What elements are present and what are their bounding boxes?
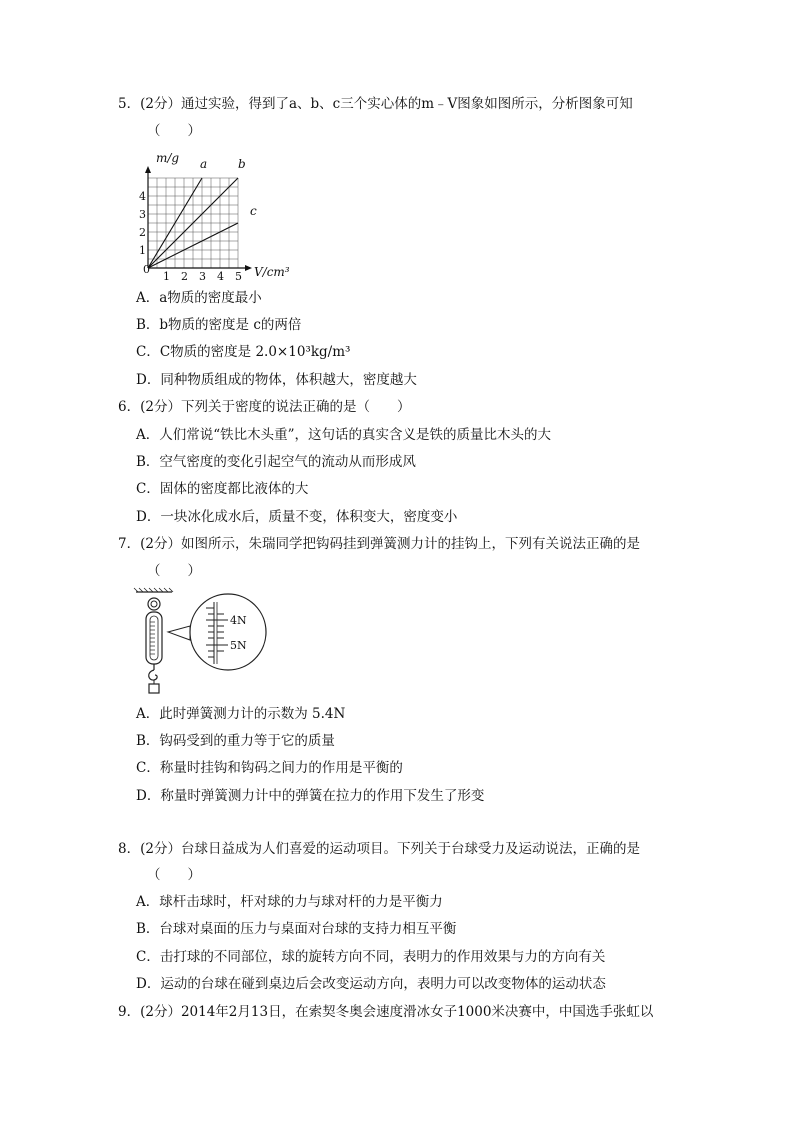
q6-stem: 6．(2分）下列关于密度的说法正确的是（ ） — [118, 399, 411, 415]
line-label-b: b — [238, 157, 246, 171]
q7-option-c: C．称量时挂钩和钩码之间力的作用是平衡的 — [136, 760, 403, 776]
q8-option-b: B．台球对桌面的压力与桌面对台球的支持力相互平衡 — [136, 921, 457, 937]
q5-paren: （ ） — [147, 123, 201, 139]
q5-option-d: D．同种物质组成的物体，体积越大，密度越大 — [136, 372, 417, 388]
line-label-c: c — [250, 204, 257, 218]
hook — [149, 670, 157, 680]
q6-option-d: D．一块冰化成水后，质量不变，体积变大，密度变小 — [136, 509, 458, 525]
hook-weight — [149, 684, 159, 693]
q7-option-b: B．钩码受到的重力等于它的质量 — [136, 733, 335, 749]
q8-option-a: A．球杆击球时，杆对球的力与球对杆的力是平衡力 — [136, 894, 443, 910]
q5-option-c: C．C物质的密度是 2.0×10³kg/m³ — [136, 344, 351, 360]
top-ring-inner — [151, 601, 157, 607]
q5-option-b: B．b物质的密度是 c的两倍 — [136, 317, 302, 333]
q8-stem: 8．(2分）台球日益成为人们喜爱的运动项目。下列关于台球受力及运动说法，正确的是 — [118, 841, 640, 857]
x-tick-label: 1 — [163, 270, 170, 283]
x-tick-label: 4 — [217, 270, 224, 283]
q5-option-a: A．a物质的密度最小 — [136, 290, 262, 306]
q7-paren: （ ） — [147, 563, 201, 579]
q7-stem: 7．(2分）如图所示，朱瑞同学把钩码挂到弹簧测力计的挂钩上，下列有关说法正确的是 — [118, 536, 640, 552]
scale-body-ticks — [150, 622, 155, 654]
q7-option-d: D．称量时弹簧测力计中的弹簧在拉力的作用下发生了形变 — [136, 788, 485, 804]
q8-paren: （ ） — [147, 867, 201, 883]
y-tick-label: 1 — [139, 244, 146, 257]
q6-option-b: B．空气密度的变化引起空气的流动从而形成风 — [136, 454, 416, 470]
x-tick-label: 3 — [199, 270, 206, 283]
y-tick-label: 4 — [139, 190, 146, 203]
q9-stem: 9．(2分）2014年2月13日，在索契冬奥会速度滑冰女子1000米决赛中，中国选手张虹以 — [118, 1004, 654, 1020]
x-tick-label: 2 — [181, 270, 188, 283]
x-axis-label: V/cm³ — [254, 265, 290, 279]
magnified-circle — [190, 594, 266, 670]
q5-stem: 5．(2分）通过实验，得到了a、b、c三个实心体的m﹣V图象如图所示，分析图象可知 — [118, 96, 633, 112]
y-tick-label: 3 — [139, 208, 146, 221]
callout-pointer — [168, 626, 190, 640]
mv-tick-labels — [139, 190, 242, 283]
scale-label-4n: 4N — [230, 614, 247, 627]
q8-option-d: D．运动的台球在碰到桌边后会改变运动方向，表明力可以改变物体的运动状态 — [136, 976, 606, 992]
top-ring — [148, 598, 160, 610]
q7-option-a: A．此时弹簧测力计的示数为 5.4N — [136, 706, 346, 722]
mv-graph — [139, 148, 300, 283]
scale-label-5n: 5N — [230, 639, 247, 652]
y-axis-label: m/g — [156, 151, 180, 165]
y-tick-label: 2 — [139, 226, 146, 239]
origin-label: 0 — [143, 263, 150, 276]
x-axis-arrow — [245, 265, 252, 271]
spring-scale-figure — [134, 588, 274, 698]
line-label-a: a — [200, 157, 208, 171]
q8-option-c: C．击打球的不同部位，球的旋转方向不同，表明力的作用效果与力的方向有关 — [136, 949, 606, 965]
y-axis-arrow — [145, 166, 151, 173]
q6-option-a: A．人们常说“铁比木头重”，这句话的真实含义是铁的质量比木头的大 — [136, 427, 552, 443]
x-tick-label: 5 — [235, 270, 242, 283]
q6-option-c: C．固体的密度都比液体的大 — [136, 481, 309, 497]
